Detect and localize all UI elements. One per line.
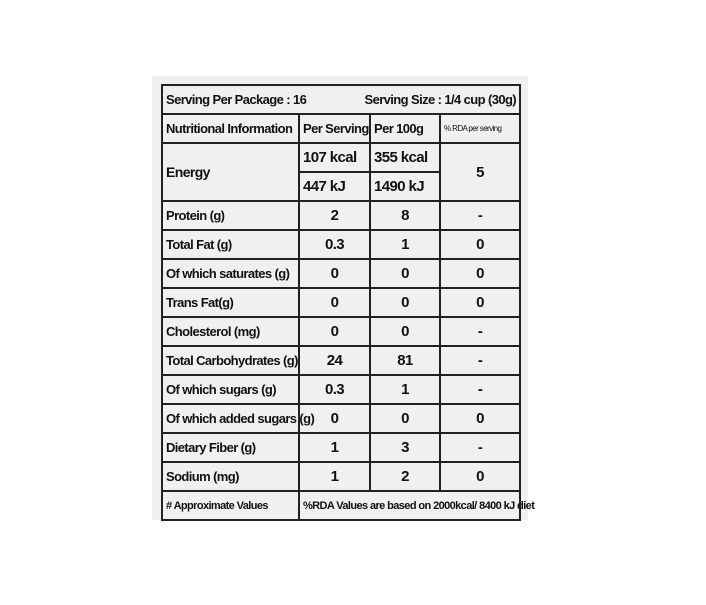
nutrient-per-serving: 0 [299, 288, 370, 317]
nutrient-per-100g: 81 [370, 346, 440, 375]
nutrient-per-serving: 1 [299, 433, 370, 462]
nutrient-row [162, 288, 520, 317]
nutrient-per-serving: 0 [299, 259, 370, 288]
header-per-serving: Per Serving [299, 114, 370, 143]
nutrient-rda: - [440, 375, 520, 404]
header-rda: % RDA per serving [440, 114, 520, 143]
nutrient-rda: - [440, 346, 520, 375]
nutrient-per-serving: 1 [299, 462, 370, 491]
nutrition-label [152, 76, 535, 520]
nutrition-table [161, 84, 535, 521]
footer-rda-note: %RDA Values are based on 2000kcal/ 8400 kJ diet [299, 491, 520, 520]
nutrient-name: Of which saturates (g) [162, 259, 299, 288]
nutrient-row [162, 201, 520, 230]
nutrient-name: Dietary Fiber (g) [162, 433, 299, 462]
nutrient-per-100g: 2 [370, 462, 440, 491]
nutrient-per-100g: 0 [370, 259, 440, 288]
nutrient-per-100g: 0 [370, 317, 440, 346]
nutrient-per-serving: 24 [299, 346, 370, 375]
nutrient-row [162, 317, 520, 346]
nutrient-name: Of which sugars (g) [162, 375, 299, 404]
energy-label: Energy [162, 143, 299, 201]
energy-kj-per-100g: 1490 kJ [370, 172, 440, 201]
nutrient-rda: - [440, 201, 520, 230]
footer-note: # Approximate Values [162, 491, 299, 520]
nutrient-per-serving: 2 [299, 201, 370, 230]
serving-info-cell [162, 85, 520, 114]
nutrient-per-100g: 3 [370, 433, 440, 462]
nutrient-name: Of which added sugars (g) [162, 404, 299, 433]
serving-per-package: Serving Per Package : 16 [166, 92, 307, 107]
nutrient-row [162, 462, 520, 491]
nutrient-per-serving: 0 [299, 404, 370, 433]
energy-kcal-per-serving: 107 kcal [299, 143, 370, 172]
nutrient-rda: - [440, 433, 520, 462]
header-per-100g: Per 100g [370, 114, 440, 143]
nutrient-per-serving: 0 [299, 317, 370, 346]
nutrient-name: Total Fat (g) [162, 230, 299, 259]
energy-kcal-per-100g: 355 kcal [370, 143, 440, 172]
header-row [162, 114, 520, 143]
nutrient-rows [162, 201, 520, 491]
nutrient-name: Cholesterol (mg) [162, 317, 299, 346]
nutrient-per-100g: 0 [370, 288, 440, 317]
nutrient-per-100g: 8 [370, 201, 440, 230]
nutrient-rda: 0 [440, 404, 520, 433]
serving-size: Serving Size : 1/4 cup (30g) [364, 92, 517, 107]
nutrient-rda: 0 [440, 288, 520, 317]
energy-kj-per-serving: 447 kJ [299, 172, 370, 201]
serving-info-row [162, 85, 520, 114]
nutrient-name: Protein (g) [162, 201, 299, 230]
nutrient-row [162, 433, 520, 462]
nutrient-row [162, 404, 520, 433]
footer-row [162, 491, 520, 520]
nutrient-rda: 0 [440, 462, 520, 491]
nutrient-per-100g: 1 [370, 230, 440, 259]
nutrient-name: Trans Fat(g) [162, 288, 299, 317]
nutrient-per-serving: 0.3 [299, 230, 370, 259]
nutrient-per-100g: 0 [370, 404, 440, 433]
nutrient-row [162, 346, 520, 375]
nutrient-per-serving: 0.3 [299, 375, 370, 404]
nutrient-rda: 0 [440, 259, 520, 288]
header-info: Nutritional Information [162, 114, 299, 143]
nutrient-per-100g: 1 [370, 375, 440, 404]
nutrient-row [162, 230, 520, 259]
energy-rda: 5 [440, 143, 520, 201]
nutrient-rda: 0 [440, 230, 520, 259]
nutrient-name: Total Carbohydrates (g) [162, 346, 299, 375]
nutrient-row [162, 259, 520, 288]
energy-kcal-row [162, 143, 520, 172]
nutrient-name: Sodium (mg) [162, 462, 299, 491]
nutrient-rda: - [440, 317, 520, 346]
nutrient-row [162, 375, 520, 404]
